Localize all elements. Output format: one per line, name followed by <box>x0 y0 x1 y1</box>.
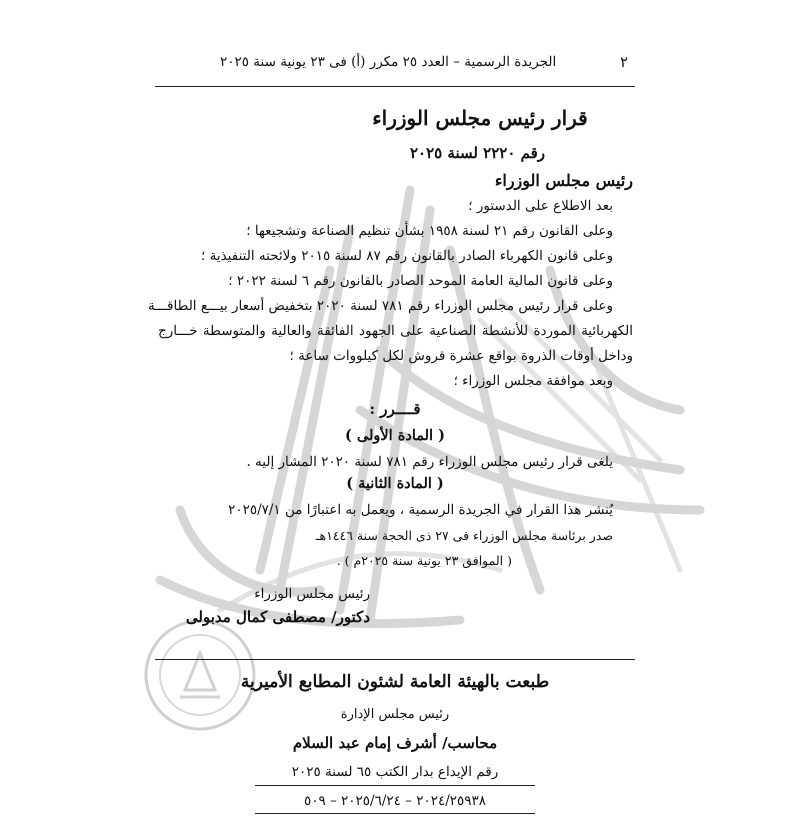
printer-name: طبعت بالهيئة العامة لشئون المطابع الأميرية <box>240 672 550 692</box>
page-number: ٢ <box>620 53 629 71</box>
preamble-line-8: وبعد موافقة مجلس الوزراء ؛ <box>453 373 613 389</box>
article-2-heading: ( المادة الثانية ) <box>346 475 444 492</box>
preamble-line-5: وعلى قرار رئيس مجلس الوزراء رقم ٧٨١ لسنة ٢٠٢٠ بتخفيض أسعار بيـــع الطاقـــة <box>147 298 613 314</box>
header-rule <box>155 86 635 87</box>
decree-title: قرار رئيس مجلس الوزراء <box>372 106 588 130</box>
decided-heading: قــــرر : <box>369 400 421 418</box>
issued-line: صدر برئاسة مجلس الوزراء فى ٢٧ ذى الحجة سنة ١٤٤٦هـ <box>315 528 613 543</box>
board-title: رئيس مجلس الإدارة <box>340 707 450 722</box>
article-1-heading: ( المادة الأولى ) <box>345 427 445 444</box>
deposit-number: رقم الإيداع بدار الكتب ٦٥ لسنة ٢٠٢٥ <box>291 764 499 780</box>
article-2-text: يُنشر هذا القرار في الجريدة الرسمية ، ويعمل به اعتبارًا من ٢٠٢٥/٧/١ <box>228 502 613 518</box>
preamble-line-4: وعلى قانون المالية العامة الموحد الصادر بالقانون رقم ٦ لسنة ٢٠٢٢ ؛ <box>228 273 613 289</box>
running-title: الجريدة الرسمية – العدد ٢٥ مكرر (أ) فى ٢٣ يونية سنة ٢٠٢٥ <box>220 54 557 70</box>
signatory-title: رئيس مجلس الوزراء <box>254 586 370 602</box>
footer-rule-top <box>155 659 635 660</box>
board-head: محاسب/ أشرف إمام عبد السلام <box>292 734 498 752</box>
preamble-line-2: وعلى القانون رقم ٢١ لسنة ١٩٥٨ بشأن تنظيم الصناعة وتشجيعها ؛ <box>246 223 613 239</box>
corresponding-date: ( الموافق ٢٣ يونية سنة ٢٠٢٥م ) . <box>336 553 512 568</box>
footer-rule-bottom <box>255 813 535 814</box>
decree-number: رقم ٢٢٢٠ لسنة ٢٠٢٥ <box>409 144 546 162</box>
preamble-line-3: وعلى قانون الكهرباء الصادر بالقانون رقم ٨٧ لسنة ٢٠١٥ ولائحته التنفيذية ؛ <box>201 248 613 264</box>
article-1-text: يلغى قرار رئيس مجلس الوزراء رقم ٧٨١ لسنة ٢٠٢٠ المشار إليه . <box>246 454 613 470</box>
preamble-line-7: وداخل أوقات الذروة بواقع عشرة قروش لكل كيلووات ساعة ؛ <box>289 348 633 364</box>
preamble-line-1: بعد الاطلاع على الدستور ؛ <box>468 198 613 214</box>
signatory-name: دكتور/ مصطفى كمال مدبولى <box>185 608 370 626</box>
footer-rule-mid <box>255 785 535 786</box>
preamble-line-6: الكهربائية الموردة للأنشطة الصناعية على الجهود الفائقة والعالية والمتوسطة خـــارج <box>158 323 633 339</box>
issuer-heading: رئيس مجلس الوزراء <box>494 171 633 190</box>
print-code: ٢٠٢٤/٢٥٩٣٨ – ٢٠٢٥/٦/٢٤ – ٥٠٩ <box>303 793 487 809</box>
